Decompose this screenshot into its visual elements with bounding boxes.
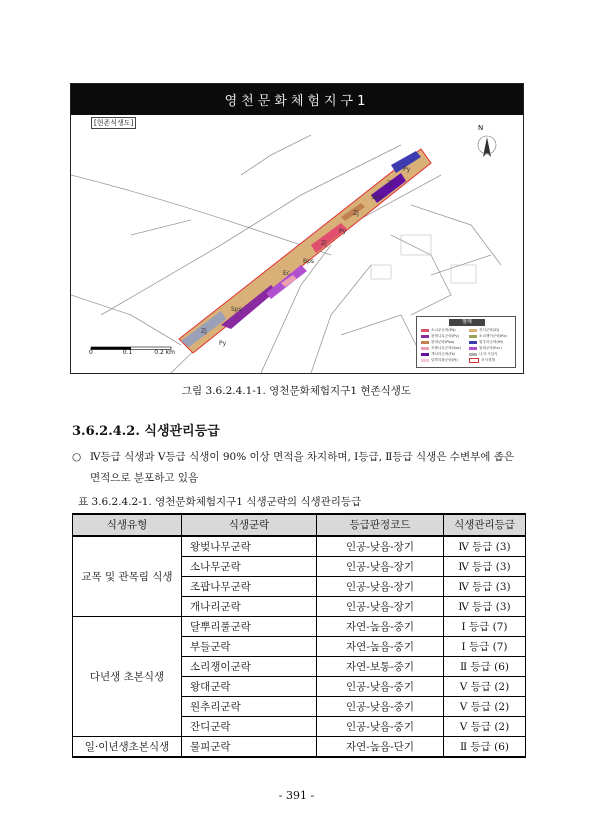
map-banner-title: 영천문화체험지구1 xyxy=(71,84,523,115)
community-cell: 개나리군락 xyxy=(182,597,317,617)
grade-cell: Ⅴ 등급 (2) xyxy=(444,677,526,697)
bullet-text: Ⅳ등급 식생과 Ⅴ등급 식생이 90% 이상 면적을 차지하며, Ⅰ등급, Ⅱ등급 식생은 수변부에 좁은 면적으로 분포하고 있음 xyxy=(90,451,514,484)
map-label: Py xyxy=(339,228,347,235)
map-label: Py xyxy=(403,166,411,173)
community-cell: 소나무군락 xyxy=(182,557,317,577)
code-cell: 인공-낮음-장기 xyxy=(317,577,444,597)
community-cell: 잔디군락 xyxy=(182,717,317,737)
table-header-row xyxy=(73,514,526,536)
grade-cell: Ⅳ 등급 (3) xyxy=(444,536,526,557)
grade-cell: Ⅴ 등급 (2) xyxy=(444,717,526,737)
bullet-paragraph xyxy=(72,447,527,489)
community-cell: 물피군락 xyxy=(182,737,317,758)
north-label: N xyxy=(478,124,484,132)
code-cell: 인공-낮음-중기 xyxy=(317,697,444,717)
map-subtitle: [현존식생도] xyxy=(91,117,136,129)
grade-cell: Ⅴ 등급 (2) xyxy=(444,697,526,717)
legend-item: 왕벚나무군락(Py) xyxy=(421,334,459,339)
legend-title: 범례 xyxy=(449,319,485,326)
scale-label: 0 xyxy=(89,349,93,356)
scale-labels xyxy=(89,349,175,356)
table-row xyxy=(73,536,526,557)
code-cell: 인공-낮음-장기 xyxy=(317,597,444,617)
grade-cell: Ⅱ 등급 (6) xyxy=(444,657,526,677)
legend-item: 달뿌리풀군락(Pj) xyxy=(421,358,458,363)
table-header: 등급판정코드 xyxy=(317,514,444,536)
grade-cell: Ⅳ 등급 (3) xyxy=(444,557,526,577)
legend-item: 조사경계 xyxy=(469,358,495,363)
map-label: Sps xyxy=(371,194,382,201)
code-cell: 자연-보통-중기 xyxy=(317,657,444,677)
map-label: Bps xyxy=(303,258,315,265)
grade-cell: Ⅰ 등급 (7) xyxy=(444,617,526,637)
legend-item: 나지·시설지 xyxy=(469,352,498,357)
table-header: 식생군락 xyxy=(182,514,317,536)
scale-label: 0.2 km xyxy=(154,349,175,356)
map-label: Zj xyxy=(201,328,207,335)
figure-caption: 그림 3.6.2.4.1-1. 영천문화체험지구1 현존식생도 xyxy=(181,385,412,397)
vegetation-management-table xyxy=(72,513,526,758)
community-cell: 원추리군락 xyxy=(182,697,317,717)
table-header: 식생관리등급 xyxy=(444,514,526,536)
legend-item: 소나무군락(Pd) xyxy=(421,328,456,333)
vegetation-type-cell: 일·이년생초본식생 xyxy=(73,737,182,758)
table-row xyxy=(73,617,526,637)
vegetation-map-figure xyxy=(70,83,524,374)
legend-item: 개나리군락(Fk) xyxy=(421,352,455,357)
table-row xyxy=(73,737,526,758)
map-label: Sps xyxy=(231,306,242,313)
code-cell: 자연-높음-단기 xyxy=(317,737,444,758)
community-cell: 왕대군락 xyxy=(182,677,317,697)
north-arrow-icon xyxy=(478,136,496,157)
code-cell: 자연-높음-중기 xyxy=(317,637,444,657)
map-label: Zj xyxy=(387,180,393,187)
map-label: Zj xyxy=(353,210,359,217)
community-cell: 부들군락 xyxy=(182,637,317,657)
legend-item: 잔디군락(Zj) xyxy=(469,328,499,333)
legend-item: 조팝나무군락(Spc) xyxy=(421,346,461,351)
legend-item: 왕대군락(Pba) xyxy=(421,340,454,345)
grade-cell: Ⅳ 등급 (3) xyxy=(444,577,526,597)
code-cell: 인공-낮음-중기 xyxy=(317,677,444,697)
map-label: Py xyxy=(219,340,227,347)
page-number: - 391 - xyxy=(278,789,315,802)
bullet-symbol: ○ xyxy=(72,451,82,463)
legend-item: 소리쟁이군락(Rc) xyxy=(469,334,507,339)
code-cell: 자연-높음-중기 xyxy=(317,617,444,637)
vegetation-type-cell: 교목 및 관목림 식생 xyxy=(73,536,182,617)
code-cell: 인공-낮음-장기 xyxy=(317,536,444,557)
grade-cell: Ⅳ 등급 (3) xyxy=(444,597,526,617)
community-cell: 왕벚나무군락 xyxy=(182,536,317,557)
vegetation-type-cell: 다년생 초본식생 xyxy=(73,617,182,737)
scale-label: 0.1 xyxy=(122,349,133,356)
community-cell: 조팝나무군락 xyxy=(182,577,317,597)
grade-cell: Ⅰ 등급 (7) xyxy=(444,637,526,657)
legend-item: 물피군락(Ecc) xyxy=(469,346,502,351)
table-header: 식생유형 xyxy=(73,514,182,536)
map-label: Ec xyxy=(283,270,291,277)
map-label: Zj xyxy=(321,240,327,247)
table-caption: 표 3.6.2.4.2-1. 영천문화체험지구1 식생군락의 식생관리등급 xyxy=(78,496,362,508)
code-cell: 인공-낮음-장기 xyxy=(317,557,444,577)
legend-item: 원추리군락(Hf) xyxy=(469,340,503,345)
community-cell: 달뿌리풀군락 xyxy=(182,617,317,637)
grade-cell: Ⅱ 등급 (6) xyxy=(444,737,526,758)
map-legend xyxy=(416,316,516,368)
community-cell: 소리쟁이군락 xyxy=(182,657,317,677)
code-cell: 인공-낮음-중기 xyxy=(317,717,444,737)
section-title: 3.6.2.4.2. 식생관리등급 xyxy=(72,424,220,439)
